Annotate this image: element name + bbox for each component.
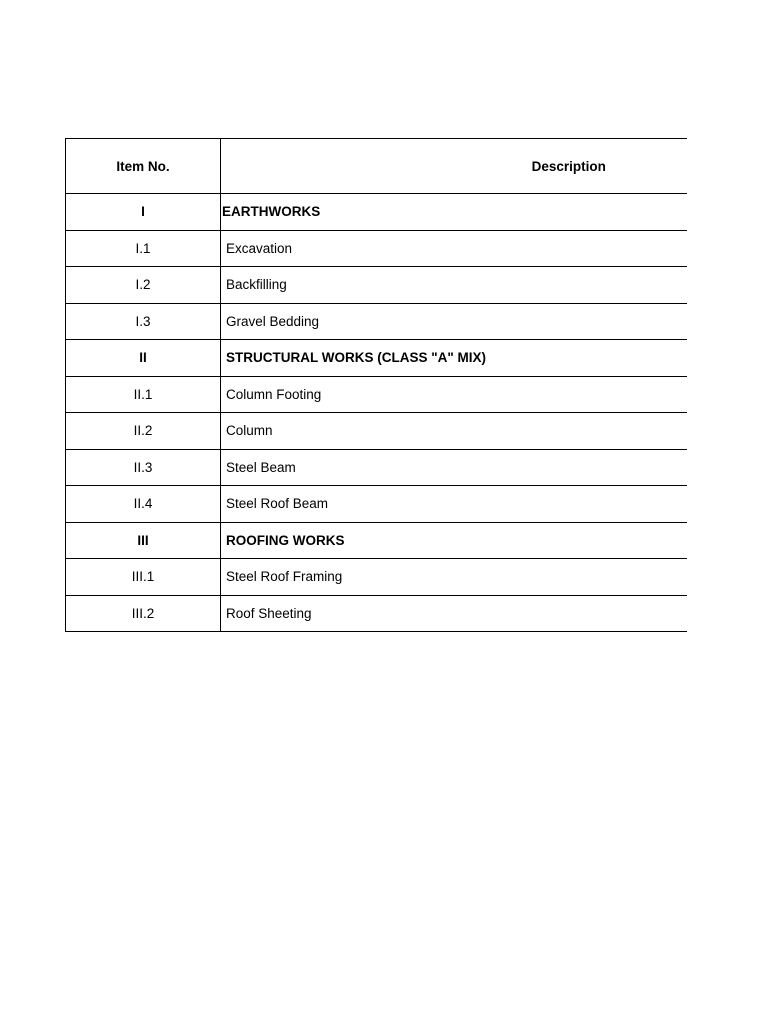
item-number-cell: II.2: [66, 413, 221, 450]
description-cell: Steel Roof Beam: [221, 486, 687, 523]
item-number-cell: III.2: [66, 595, 221, 632]
item-number-cell: II.1: [66, 376, 221, 413]
item-no-header: Item No.: [66, 139, 221, 194]
item-number-cell: II.4: [66, 486, 221, 523]
description-cell: Column Footing: [221, 376, 687, 413]
table-row-section-structural-works: [66, 340, 687, 377]
description-cell: EARTHWORKS: [221, 194, 687, 231]
description-header: Description: [221, 139, 687, 194]
description-cell: Gravel Bedding: [221, 303, 687, 340]
table-row-section-roofing-works: [66, 522, 687, 559]
table-row: [66, 413, 687, 450]
description-cell: Steel Roof Framing: [221, 559, 687, 596]
item-number-cell: III: [66, 522, 221, 559]
description-cell: Column: [221, 413, 687, 450]
table-row: [66, 486, 687, 523]
table-row: [66, 267, 687, 304]
item-number-cell: III.1: [66, 559, 221, 596]
table-row: [66, 449, 687, 486]
table-row-section-earthworks: [66, 194, 687, 231]
table-row: [66, 559, 687, 596]
item-number-cell: I.2: [66, 267, 221, 304]
item-number-cell: I.1: [66, 230, 221, 267]
bill-of-quantities-sheet: [65, 138, 686, 632]
table-row: [66, 303, 687, 340]
item-number-cell: II.3: [66, 449, 221, 486]
description-cell: Steel Beam: [221, 449, 687, 486]
description-cell: Backfilling: [221, 267, 687, 304]
description-cell: Excavation: [221, 230, 687, 267]
item-number-cell: II: [66, 340, 221, 377]
item-number-cell: I.3: [66, 303, 221, 340]
table-row: [66, 595, 687, 632]
item-number-cell: I: [66, 194, 221, 231]
description-cell: Roof Sheeting: [221, 595, 687, 632]
table-header-row: [66, 139, 687, 194]
table-row: [66, 376, 687, 413]
table-row: [66, 230, 687, 267]
bill-of-quantities-table: [65, 138, 687, 632]
description-cell: ROOFING WORKS: [221, 522, 687, 559]
description-cell: STRUCTURAL WORKS (CLASS "A" MIX): [221, 340, 687, 377]
